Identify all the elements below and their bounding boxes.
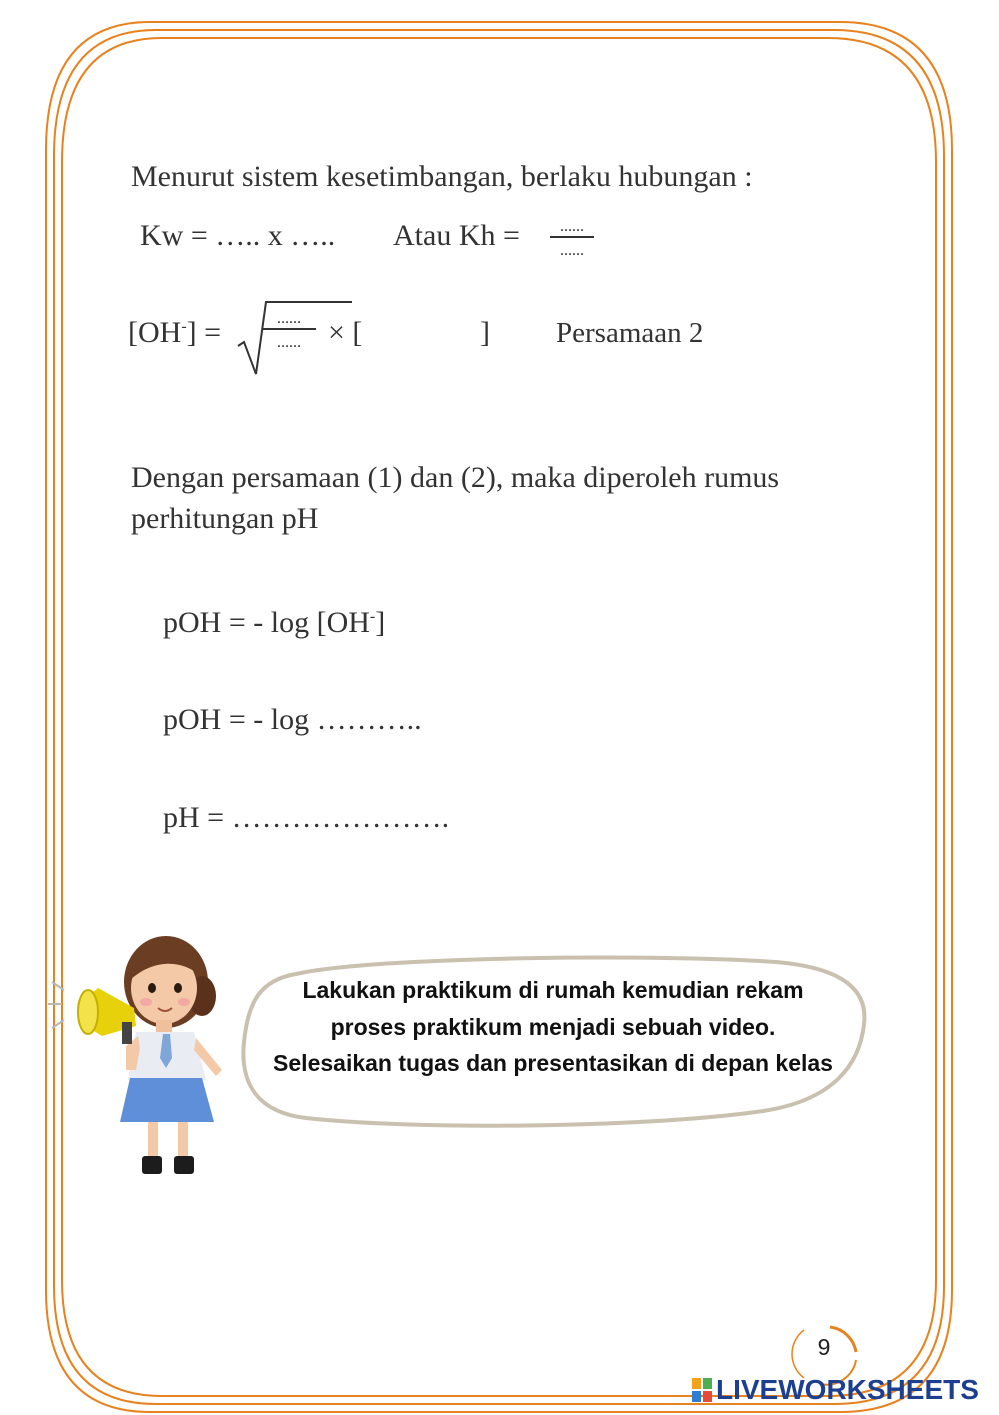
kw-equation: Kw = ….. x …..	[140, 219, 336, 252]
equation-label: Persamaan 2	[556, 317, 704, 349]
root-numerator-blank: ……	[277, 312, 301, 326]
kh-fraction	[550, 222, 594, 256]
kh-label: Atau Kh =	[393, 219, 520, 252]
page-number: 9	[817, 1334, 831, 1360]
root-fraction-line	[262, 328, 316, 330]
ph-blank-formula: pH = ………………….	[163, 801, 450, 834]
poh-formula-sup: -	[369, 608, 376, 625]
kh-numerator-blank: ……	[560, 220, 584, 234]
kh-fraction-line	[550, 236, 594, 238]
root-denominator-blank: ……	[277, 336, 301, 350]
combined-line-1: Dengan persamaan (1) dan (2), maka diperoleh rumus	[131, 461, 780, 494]
intro-text: Menurut sistem kesetimbangan, berlaku hubungan :	[131, 160, 753, 193]
poh-formula	[163, 606, 385, 640]
oh-label-end: ] =	[186, 316, 222, 349]
oh-label-sup: -	[181, 318, 187, 335]
times-bracket-open: × [	[328, 316, 363, 349]
liveworksheets-logo-icon	[692, 1378, 712, 1402]
bracket-close: ]	[480, 316, 490, 349]
oh-concentration-label	[128, 316, 221, 350]
poh-formula-main: pOH = - log [OH	[163, 606, 370, 639]
root-fraction	[262, 314, 316, 348]
bubble-message: Lakukan praktikum di rumah kemudian rekam proses praktikum menjadi sebuah video. Selesaikan tugas dan presentasikan di depan kelas	[273, 977, 833, 1076]
oh-label-main: [OH	[128, 316, 182, 349]
combined-line-2: perhitungan pH	[131, 502, 319, 535]
poh-blank-formula: pOH = - log ………..	[163, 703, 422, 736]
kh-denominator-blank: ……	[560, 244, 584, 258]
poh-formula-end: ]	[375, 606, 386, 639]
girl-megaphone-illustration	[44, 930, 240, 1180]
liveworksheets-brand[interactable]: LIVEWORKSHEETS	[716, 1374, 979, 1405]
